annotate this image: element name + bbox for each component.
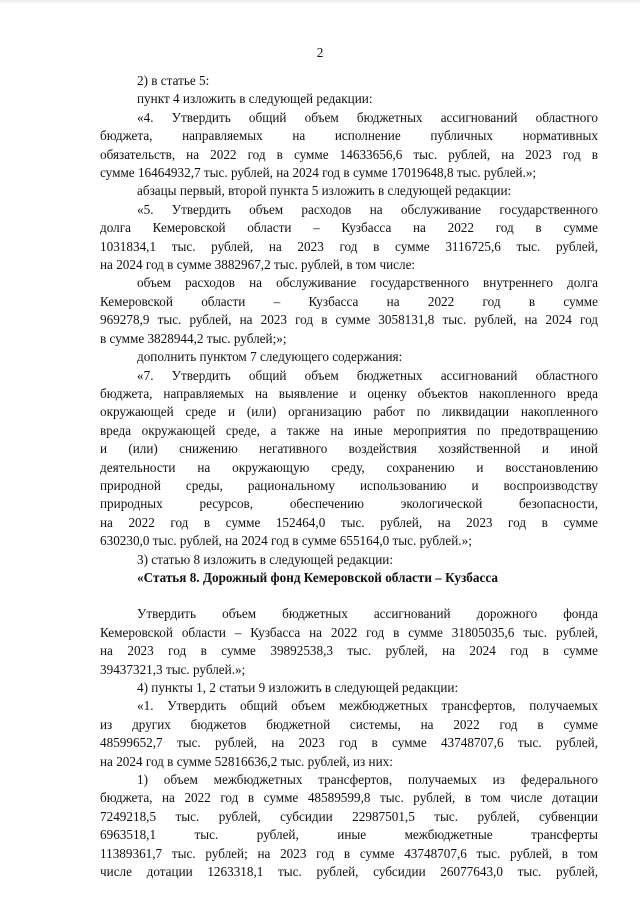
text-line: 2) в статье 5: (137, 73, 210, 88)
text-line: 4) пункты 1, 2 статьи 9 изложить в следующей редакции: (137, 680, 459, 695)
text-line: «1. Утвердить общий объем межбюджетных трансфертов, получаемых (137, 698, 598, 714)
text-line: в сумме 3828944,2 тыс. рублей;»; (100, 330, 287, 346)
text-line: 6963518,1 тыс. рублей, иные межбюджетные трансферты (100, 827, 598, 843)
text-line: дополнить пунктом 7 следующего содержания: (137, 349, 403, 365)
text-line: 969278,9 тыс. рублей, на 2023 год в сумме 3058131,8 тыс. рублей, на 2024 год (100, 312, 598, 328)
document-body (100, 72, 598, 881)
text-line: абзацы первый, второй пункта 5 изложить в следующей редакции: (137, 183, 512, 199)
text-line: 48599652,7 тыс. рублей, на 2023 год в сумме 43748707,6 тыс. рублей, (100, 735, 598, 751)
text-line: вреда окружающей среде, а также на иные мероприятия по предотвращению (100, 422, 598, 438)
text-line: бюджета, направляемых на исполнение публичных нормативных (100, 128, 598, 144)
text-line: «5. Утвердить объем расходов на обслуживание государственного (137, 201, 598, 217)
blank-line (100, 587, 598, 605)
text-line: 630230,0 тыс. рублей, на 2024 год в сумме 655164,0 тыс. рублей.»; (100, 533, 472, 549)
text-line: Кемеровской области – Кузбасса на 2022 год в сумме 31805035,6 тыс. рублей, (100, 624, 598, 640)
text-line: 7249218,5 тыс. рублей, субсидии 22987501,5 тыс. рублей, субвенции (100, 808, 598, 824)
text-line: бюджета, направляемых на выявление и оценку объектов накопленного вреда (100, 385, 598, 401)
text-line: пункт 4 изложить в следующей редакции: (137, 91, 373, 107)
text-line: Кемеровской области – Кузбасса на 2022 год в сумме (100, 293, 598, 309)
text-line: на 2024 год в сумме 52816636,2 тыс. рублей, из них: (100, 753, 393, 769)
text-line: 1) объем межбюджетных трансфертов, получаемых из федерального (137, 772, 598, 788)
text-line: и (или) снижению негативного воздействия хозяйственной и иной (100, 441, 598, 457)
text-line: на 2023 год в сумме 39892538,3 тыс. рублей, на 2024 год в сумме (100, 643, 598, 659)
text-line: окружающей среде и (или) организацию работ по ликвидации накопленного (100, 404, 598, 420)
text-line: сумме 16464932,7 тыс. рублей, на 2024 год в сумме 17019648,8 тыс. рублей.»; (100, 165, 537, 181)
text-line: 11389361,7 тыс. рублей; на 2023 год в сумме 43748707,6 тыс. рублей, в том (100, 845, 598, 861)
page-number: 2 (316, 45, 324, 60)
text-line: на 2024 год в сумме 3882967,2 тыс. рублей, в том числе: (100, 257, 416, 273)
text-line: 3) статью 8 изложить в следующей редакции: (137, 551, 393, 567)
text-line: бюджета, на 2022 год в сумме 48589599,8 тыс. рублей, в том числе дотации (100, 790, 598, 806)
text-line: Утвердить объем бюджетных ассигнований дорожного фонда (137, 606, 598, 622)
text-line: «4. Утвердить общий объем бюджетных ассигнований областного (137, 109, 598, 125)
text-line: числе дотации 1263318,1 тыс. рублей, субсидии 26077643,0 тыс. рублей, (100, 864, 598, 880)
text-line: долга Кемеровской области – Кузбасса на 2022 год в сумме (100, 220, 598, 236)
text-line: «7. Утвердить общий объем бюджетных ассигнований областного (137, 367, 598, 383)
text-line: обязательств, на 2022 год в сумме 14633656,6 тыс. рублей, на 2023 год в (100, 146, 598, 162)
scan-edge (0, 0, 640, 4)
text-line: 39437321,3 тыс. рублей.»; (100, 661, 246, 677)
text-line: на 2022 год в сумме 152464,0 тыс. рублей, на 2023 год в сумме (100, 514, 598, 530)
text-line: из других бюджетов бюджетной системы, на 2022 год в сумме (100, 716, 598, 732)
text-line: природной среды, рациональному использованию и воспроизводству (100, 477, 598, 493)
text-line: объем расходов на обслуживание государственного внутреннего долга (137, 275, 598, 291)
text-line: природных ресурсов, обеспечению экологической безопасности, (100, 496, 598, 512)
text-line: 1031834,1 тыс. рублей, на 2023 год в сумме 3116725,6 тыс. рублей, (100, 238, 598, 254)
article-heading: «Статья 8. Дорожный фонд Кемеровской области – Кузбасса (137, 569, 498, 585)
text-line: деятельности на окружающую среду, сохранению и восстановлению (100, 459, 598, 475)
